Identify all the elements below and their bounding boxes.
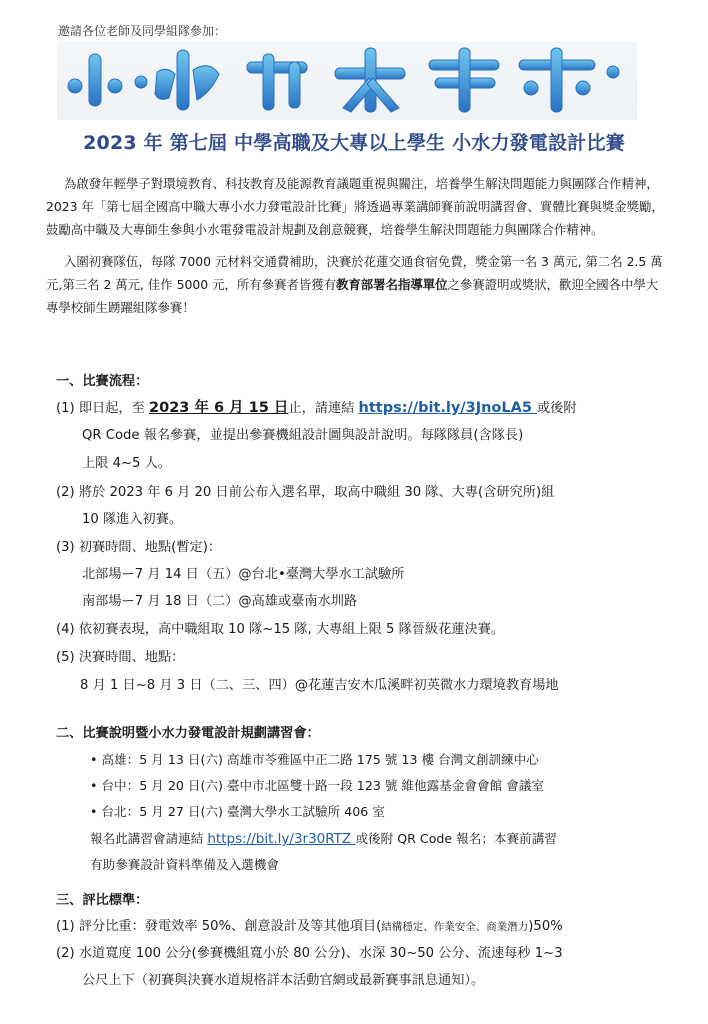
page-title: 2023 年 第七屆 中學高職及大專以上學生 小水力發電設計比賽 <box>83 132 625 154</box>
s1-item-3-north: 北部場ー7 月 14 日（五）@台北•臺灣大學水工試驗所 <box>82 567 405 582</box>
s1-item-1: (1) 即日起，至 2023 年 6 月 15 日止，請連結 https://bit.ly/3JnoLA5 或後附 <box>56 400 577 416</box>
registration-link[interactable]: https://bit.ly/3JnoLA5 <box>358 400 537 416</box>
intro-paragraph-1: 為啟發年輕學子對環境教育、科技教育及能源教育議題重視與關注，培養學生解決問題能力與團隊合作精神，2023 年「第七屆全國高中職大專小水力發電設計比賽」將透過專業講師賽前說明講習會、實體比賽與獎金獎勵，鼓勵高中職及大專師生參與小水電發電設計規劃及創意競賽，培養學生解決問題能力與團隊合作精神。 <box>46 176 664 237</box>
s1-item-1-line-3: 上限 4~5 人。 <box>82 456 171 471</box>
criteria-2-line-2: 公尺上下（初賽與決賽水道規格詳本活動官網或最新賽事訊息通知）。 <box>82 973 485 988</box>
criteria-2: (2) 水道寬度 100 公分(參賽機組寬小於 80 公分)、水深 30~50 公分、流速每秒 1~3 <box>56 946 563 961</box>
seminar-registration-line-2: 有助參賽設計資料準備及入選機會 <box>90 857 279 872</box>
s1-item-1-line-2: QR Code 報名參賽，並提出參賽機組設計圖與設計說明。每隊隊員(含隊長) <box>82 428 524 443</box>
criteria-1: (1) 評分比重：發電效率 50%、創意設計及等其他項目(結構穩定、作業安全、商業潛力)50% <box>56 919 563 934</box>
section-3-heading: 三、評比標準： <box>56 893 149 908</box>
invite-text: 邀請各位老師及同學組隊參加： <box>58 24 227 38</box>
banner-logo <box>57 42 637 120</box>
section-2-heading: 二、比賽說明暨小水力發電設計規劃講習會： <box>56 726 320 741</box>
banner-art <box>57 42 637 120</box>
s1-item-5-line-2: 8 月 1 日~8 月 3 日（二、三、四）@花蓮吉安木瓜溪畔初英微水力環境教育場地 <box>80 678 559 693</box>
s1-item-3: (3) 初賽時間、地點(暫定)： <box>56 540 222 555</box>
seminar-taichung: • 台中：5 月 20 日(六) 臺中市北區雙十路一段 123 號 維他露基金會會館 會議室 <box>90 778 544 793</box>
section-1-heading: 一、比賽流程： <box>56 374 149 389</box>
s1-item-2-line-2: 10 隊進入初賽。 <box>82 512 183 527</box>
s1-item-5: (5) 決賽時間、地點： <box>56 650 185 665</box>
seminar-taipei: • 台北：5 月 27 日(六) 臺灣大學水工試驗所 406 室 <box>90 804 385 819</box>
s1-item-4: (4) 依初賽表現，高中職組取 10 隊~15 隊, 大專組上限 5 隊晉級花蓮決賽。 <box>56 622 505 637</box>
seminar-kaohsiung: • 高雄：5 月 13 日(六) 高雄市苓雅區中正二路 175 號 13 樓 台灣文創訓練中心 <box>90 752 539 767</box>
seminar-registration: 報名此講習會請連結 https://bit.ly/3r30RTZ 或後附 QR Code 報名；本賽前講習 <box>90 831 557 847</box>
s1-item-3-south: 南部場ー7 月 18 日（二）@高雄或臺南水圳路 <box>82 594 358 609</box>
intro-paragraph-2: 入圍初賽隊伍，每隊 7000 元材料交通費補助，決賽於花蓮交通食宿免費，獎金第一名 3 萬元, 第二名 2.5 萬元,第三名 2 萬元, 佳作 5000 元，所有參賽者皆獲有教育部署名指導單位之參賽證明或獎狀，歡迎全國各中學大專學校師生踴躍組隊參賽！ <box>46 254 663 315</box>
seminar-link[interactable]: https://bit.ly/3r30RTZ <box>207 831 356 847</box>
s1-item-2: (2) 將於 2023 年 6 月 20 日前公布入選名單，取高中職組 30 隊、大專(含研究所)組 <box>56 485 555 500</box>
